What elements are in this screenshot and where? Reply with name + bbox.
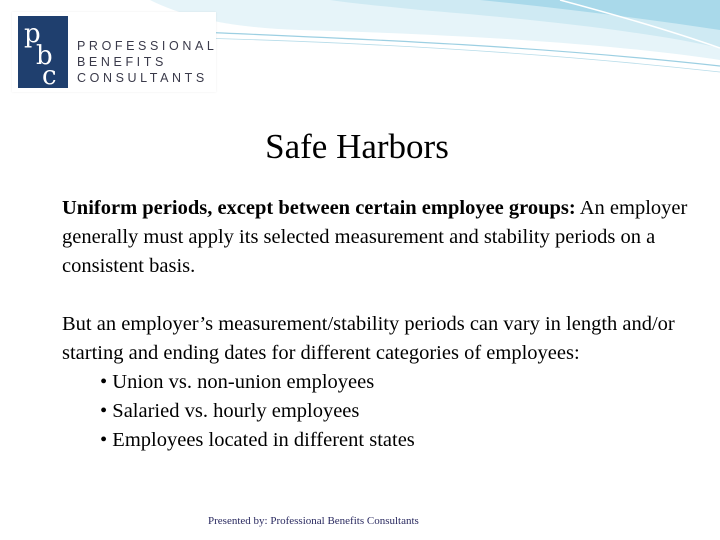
company-logo [12,12,216,92]
paragraph-variation: But an employer’s measurement/stability periods can vary in length and/or starting and ending dates for different categories of employees: [62,313,675,364]
bullet-salaried: • Salaried vs. hourly employees [100,400,360,422]
slide-body [62,194,702,455]
svg-text:c: c [42,61,57,88]
logo-wordmark [77,38,217,86]
svg-text:b: b [36,41,53,71]
svg-text:p: p [24,19,41,49]
paragraph-uniform-periods-text: An employer generally must apply its selected measurement and stability periods on a consistent basis. [62,197,688,277]
logo-line-professional: PROFESSIONAL [77,39,218,53]
slide-title: Safe Harbors [265,127,449,166]
bullet-union: • Union vs. non-union employees [100,371,375,393]
footer-presented-by: Presented by: Professional Benefits Consultants [208,515,419,527]
pbc-logo-mark-icon [18,16,68,88]
logo-line-benefits: BENEFITS [77,55,167,69]
logo-line-consultants: CONSULTANTS [77,71,208,85]
paragraph-uniform-periods [62,194,702,281]
paragraph-uniform-periods-heading: Uniform periods, except between certain employee groups: [62,197,576,219]
bullet-states: • Employees located in different states [100,429,415,451]
